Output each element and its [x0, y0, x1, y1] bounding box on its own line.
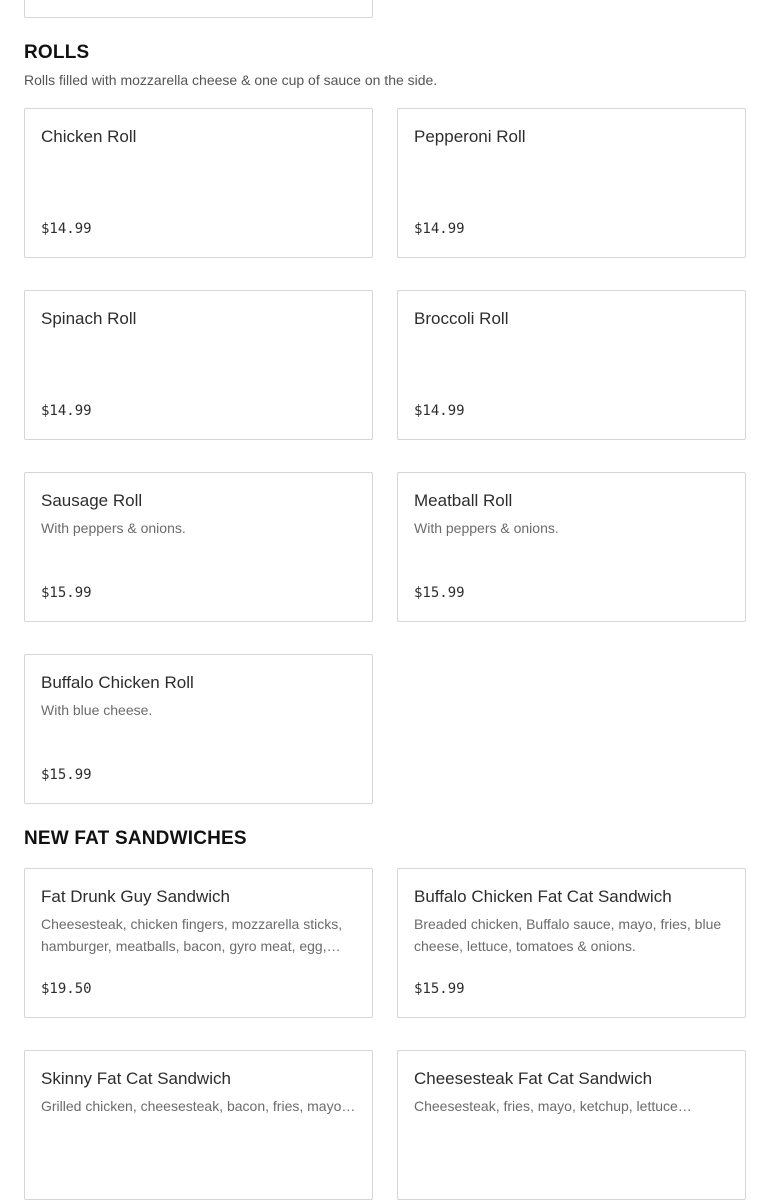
- item-description: Cheesesteak, chicken fingers, mozzarella sticks, hamburger, meatballs, bacon, gyro meat, egg,…: [41, 916, 343, 954]
- item-name: Fat Drunk Guy Sandwich: [41, 887, 230, 906]
- menu-item-spinach-roll[interactable]: [24, 290, 373, 440]
- item-description: Cheesesteak, fries, mayo, ketchup, lettuce…: [414, 1098, 692, 1114]
- item-price: $15.99: [41, 585, 92, 601]
- item-price: $14.99: [414, 221, 465, 237]
- menu-item-chicken-roll[interactable]: [24, 108, 373, 258]
- item-name: Cheesesteak Fat Cat Sandwich: [414, 1069, 653, 1088]
- menu-item-pepperoni-roll[interactable]: [397, 108, 746, 258]
- item-name: Broccoli Roll: [414, 309, 509, 328]
- item-name: Pepperoni Roll: [414, 127, 526, 146]
- menu-item-meatball-roll[interactable]: [397, 472, 746, 622]
- menu-item-skinny-fat-cat-sandwich[interactable]: [24, 1050, 373, 1200]
- item-name: Spinach Roll: [41, 309, 137, 328]
- section-title-new-fat-sandwiches: NEW FAT SANDWICHES: [24, 828, 247, 849]
- item-name: Skinny Fat Cat Sandwich: [41, 1069, 231, 1088]
- menu-item-card-partial[interactable]: [24, 0, 373, 18]
- item-description: With blue cheese.: [41, 702, 153, 718]
- item-price: $14.99: [41, 403, 92, 419]
- menu-item-buffalo-chicken-fat-cat-sandwich[interactable]: [397, 868, 746, 1018]
- item-description: With peppers & onions.: [41, 520, 186, 536]
- item-description: Grilled chicken, cheesesteak, bacon, fries, mayo…: [41, 1098, 356, 1114]
- item-name: Chicken Roll: [41, 127, 137, 146]
- item-price: $15.99: [414, 585, 465, 601]
- item-name: Meatball Roll: [414, 491, 513, 510]
- section-description-rolls: Rolls filled with mozzarella cheese & one cup of sauce on the side.: [24, 72, 438, 88]
- menu-item-broccoli-roll[interactable]: [397, 290, 746, 440]
- menu-item-fat-drunk-guy-sandwich[interactable]: [24, 868, 373, 1018]
- item-price: $14.99: [414, 403, 465, 419]
- item-name: Buffalo Chicken Fat Cat Sandwich: [414, 887, 672, 906]
- item-price: $15.99: [41, 767, 92, 783]
- item-price: $15.99: [414, 981, 465, 997]
- item-price: $19.50: [41, 981, 92, 997]
- item-price: $14.99: [41, 221, 92, 237]
- item-name: Buffalo Chicken Roll: [41, 673, 194, 692]
- menu-item-cheesesteak-fat-cat-sandwich[interactable]: [397, 1050, 746, 1200]
- item-name: Sausage Roll: [41, 491, 143, 510]
- section-title-rolls: ROLLS: [24, 42, 90, 63]
- item-description: Breaded chicken, Buffalo sauce, mayo, fries, blue cheese, lettuce, tomatoes & onions.: [414, 916, 722, 954]
- menu-item-buffalo-chicken-roll[interactable]: [24, 654, 373, 804]
- item-description: With peppers & onions.: [414, 520, 559, 536]
- menu-item-sausage-roll[interactable]: [24, 472, 373, 622]
